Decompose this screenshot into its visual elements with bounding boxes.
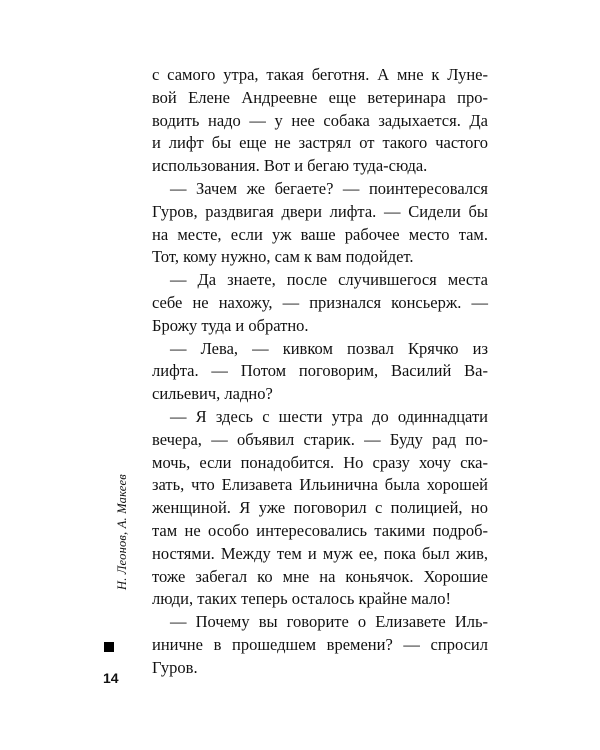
text-line: люди, таких теперь осталось крайне мало! [152,589,451,609]
text-line: вой Елене Андреевне еще ветеринара про- [152,87,488,107]
text-line: тоже забегал ко мне на коньячок. Хорошие [152,566,488,586]
body-text [152,64,488,680]
text-line: мочь, если понадобится. Но сразу хочу ска- [152,452,488,472]
text-line: с самого утра, такая беготня. А мне к Луне- [152,65,488,84]
text-line: там не особо интересовались такими подроб- [152,520,488,540]
text-line: зать, что Елизавета Ильинична была хорошей [152,475,488,495]
text-line: Гуров. [152,657,198,677]
text-line: — Зачем же бегаете? — поинтересовался [170,178,488,198]
page-number: 14 [103,670,119,686]
running-head-authors: Н. Леонов, А. Макеев [115,474,129,590]
text-line: себе не нахожу, — признался консьерж. — [152,292,488,312]
text-line: женщиной. Я уже поговорил с полицией, но [152,498,488,518]
text-line: Гуров, раздвигая двери лифта. — Сидели бы [152,201,488,221]
text-line: сильевич, ладно? [152,384,273,404]
text-line: ностями. Между тем и муж ее, пока был жив, [152,543,488,563]
text-line: — Я здесь с шести утра до одиннадцати [170,406,488,426]
margin-square-marker [104,642,114,652]
text-line: Тот, кому нужно, сам к вам подойдет. [152,247,414,267]
text-line: иничне в прошедшем времени? — спросил [152,634,488,654]
text-line: на месте, если уж ваше рабочее место там. [152,224,488,244]
text-line: лифта. — Потом поговорим, Василий Ва- [152,361,488,381]
text-line: водить надо — у нее собака задыхается. Да [152,110,488,130]
text-line: вечера, — объявил старик. — Буду рад по- [152,429,488,449]
text-line: — Почему вы говорите о Елизавете Иль- [170,612,488,632]
text-line: Брожу туда и обратно. [152,315,309,335]
text-line: и лифт бы еще не застрял от такого частого [152,133,488,153]
text-line: — Лева, — кивком позвал Крячко из [170,338,488,358]
text-line: использования. Вот и бегаю туда-сюда. [152,156,428,176]
text-line: — Да знаете, после случившегося места [170,270,488,290]
